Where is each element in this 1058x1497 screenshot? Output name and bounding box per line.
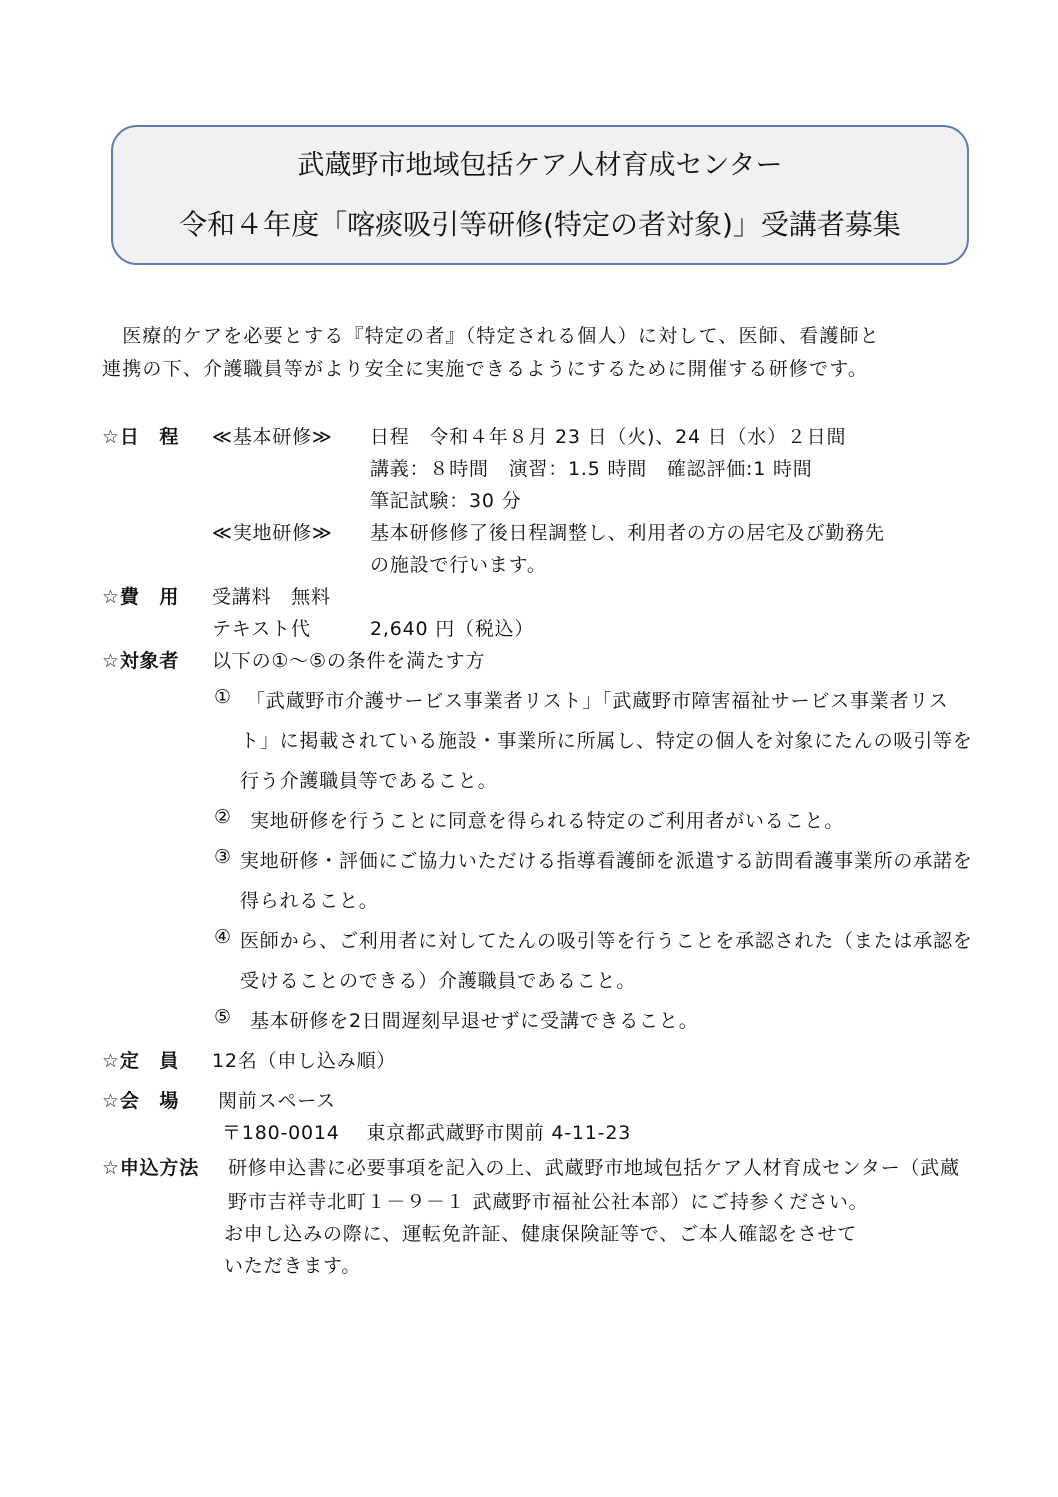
condition-number: ③ xyxy=(214,846,232,868)
condition-line: 基本研修を2日間遅刻早退せずに受講できること。 xyxy=(250,1010,699,1032)
application-label: ☆申込方法 xyxy=(102,1157,200,1179)
condition-line: 実地研修・評価にご協力いただける指導看護師を派遣する訪問看護事業所の承諾を xyxy=(240,850,973,872)
intro-line: 連携の下、介護職員等がより安全に実施できるようにするために開催する研修です。 xyxy=(102,358,869,380)
intro-line: 医療的ケアを必要とする『特定の者』（特定される個人）に対して、医師、看護師と xyxy=(102,325,880,347)
tuition-fee: 受講料 無料 xyxy=(212,586,331,608)
basic-training-hours: 講義：８時間 演習：1.5 時間 確認評価:1 時間 xyxy=(370,458,813,480)
condition-line: 得られること。 xyxy=(240,890,379,912)
basic-training-dates: 日程 令和４年８月 23 日（火)、24 日（水）２日間 xyxy=(370,426,847,448)
eligibility-label: ☆対象者 xyxy=(102,650,180,672)
condition-number: ④ xyxy=(214,926,232,948)
basic-training-label: ≪基本研修≫ xyxy=(212,426,333,448)
application-line: お申し込みの際に、運転免許証、健康保険証等で、ご本人確認をさせて xyxy=(224,1223,858,1245)
condition-line: 行う介護職員等であること。 xyxy=(240,770,498,792)
schedule-label: ☆日 程 xyxy=(102,426,180,448)
application-line: 研修申込書に必要事項を記入の上、武蔵野市地域包括ケア人材育成センター（武蔵 xyxy=(228,1157,960,1179)
condition-line: 医師から、ご利用者に対してたんの吸引等を行うことを承認された（または承認を xyxy=(240,930,973,952)
condition-line: 受けることのできる）介護職員であること。 xyxy=(240,970,637,992)
practical-training-label: ≪実地研修≫ xyxy=(212,522,333,544)
intro-paragraph xyxy=(102,320,962,386)
venue-address: 〒180-0014 東京都武蔵野市関前 4-11-23 xyxy=(222,1122,632,1144)
textbook-label: テキスト代 xyxy=(212,618,311,640)
written-exam: 筆記試験：30 分 xyxy=(370,490,522,512)
condition-number: ② xyxy=(214,806,232,828)
page-title: 令和４年度「喀痰吸引等研修(特定の者対象)」受講者募集 xyxy=(179,208,901,241)
eligibility-intro: 以下の①～⑤の条件を満たす方 xyxy=(212,650,486,672)
textbook-fee: 2,640 円（税込） xyxy=(370,618,535,640)
condition-line: ト」に掲載されている施設・事業所に所属し、特定の個人を対象にたんの吸引等を xyxy=(240,730,973,752)
practical-training-line: の施設で行います。 xyxy=(370,554,547,576)
title-box xyxy=(111,125,969,265)
condition-number: ① xyxy=(214,686,232,708)
cost-label: ☆費 用 xyxy=(102,586,180,608)
venue-name: 関前スペース xyxy=(218,1090,336,1112)
capacity-value: 12名（申し込み順） xyxy=(212,1050,397,1072)
organization-name: 武蔵野市地域包括ケア人材育成センター xyxy=(297,150,783,181)
condition-line: 「武蔵野市介護サービス事業者リスト」「武蔵野市障害福祉サービス事業者リス xyxy=(246,690,949,712)
application-line: 野市吉祥寺北町１－９－１ 武蔵野市福祉公社本部）にご持参ください。 xyxy=(228,1191,869,1213)
condition-number: ⑤ xyxy=(214,1006,232,1028)
condition-line: 実地研修を行うことに同意を得られる特定のご利用者がいること。 xyxy=(250,810,845,832)
venue-label: ☆会 場 xyxy=(102,1090,180,1112)
capacity-label: ☆定 員 xyxy=(102,1050,180,1072)
practical-training-line: 基本研修修了後日程調整し、利用者の方の居宅及び勤務先 xyxy=(370,522,885,544)
application-line: いただきます。 xyxy=(224,1255,362,1277)
